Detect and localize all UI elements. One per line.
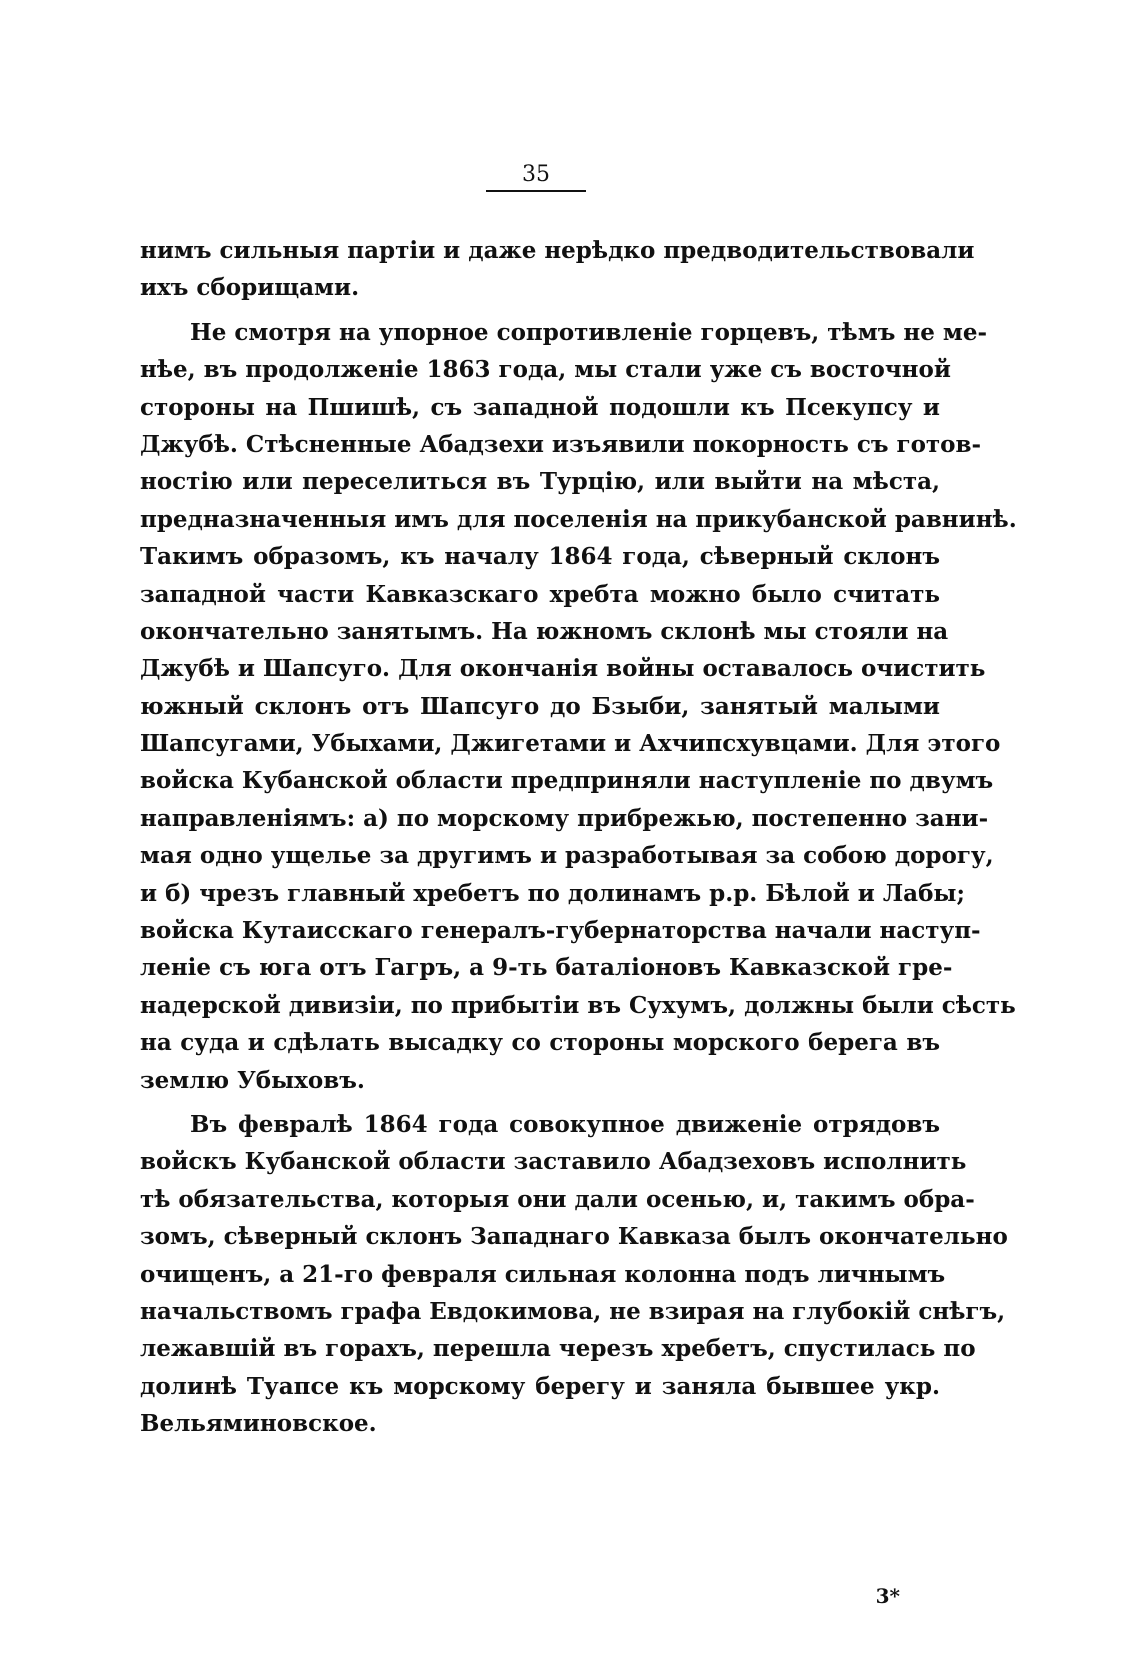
text-line: войскъ Кубанской области заставило Абадзеховъ исполнить [140,1148,967,1176]
text-line: ностію или переселиться въ Турцію, или выйти на мѣста, [140,468,940,496]
text-line: нѣе, въ продолженіе 1863 года, мы стали уже съ восточной [140,356,951,384]
text-line: Въ февралѣ 1864 года совокупное движеніе отрядовъ [190,1110,940,1138]
text-line: мая одно ущелье за другимъ и разработывая за собою дорогу, [140,842,994,870]
text-line: тѣ обязательства, которыя они дали осенью, и, такимъ обра- [140,1185,975,1213]
text-line: лежавшій въ горахъ, перешла черезъ хребетъ, спустилась по [140,1335,976,1363]
text-line: войска Кутаисскаго генералъ-губернаторства начали наступ- [140,917,981,945]
text-line: Джубѣ и Шапсуго. Для окончанія войны оставалось очистить [140,655,986,683]
text-line: окончательно занятымъ. На южномъ склонѣ мы стояли на [140,617,949,645]
body-text [140,232,1017,1443]
page-number: 35 [522,162,550,187]
text-line: надерской дивизіи, по прибытіи въ Сухумъ, должны были сѣсть [140,991,1016,1019]
text-line: западной части Кавказскаго хребта можно было считать [140,580,940,608]
text-line: войска Кубанской области предприняли наступленіе по двумъ [140,767,994,795]
text-line: Джубѣ. Стѣсненные Абадзехи изъявили покорность съ готов- [140,430,982,458]
text-line: предназначенныя имъ для поселенія на прикубанской равнинѣ. [140,505,1017,533]
text-line: и б) чрезъ главный хребетъ по долинамъ р.р. Бѣлой и Лабы; [140,879,965,907]
text-line: леніе съ юга отъ Гагръ, а 9-ть баталіоновъ Кавказской гре- [140,954,953,982]
signature-mark: 3* [875,1584,900,1608]
text-line: направленіямъ: а) по морскому прибрежью, постепенно зани- [140,804,989,832]
text-line: нимъ сильныя партіи и даже нерѣдко предводительствовали [140,237,975,264]
header-rule [486,190,586,192]
text-line: Такимъ образомъ, къ началу 1864 года, сѣверный склонъ [140,543,940,571]
text-line: Не смотря на упорное сопротивленіе горцевъ, тѣмъ не ме- [190,318,987,346]
text-line: стороны на Пшишѣ, съ западной подошли къ Псекупсу и [140,393,940,421]
text-line: долинѣ Туапсе къ морскому берегу и заняла бывшее укр. [140,1372,940,1400]
text-line: землю Убыховъ. [140,1066,365,1094]
text-line: зомъ, сѣверный склонъ Западнаго Кавказа былъ окончательно [140,1223,1008,1251]
text-line: южный склонъ отъ Шапсуго до Бзыби, занятый малыми [140,692,940,720]
text-line: ихъ сборищами. [140,274,360,302]
text-line: очищенъ, а 21-го февраля сильная колонна подъ личнымъ [140,1260,946,1288]
text-line: начальствомъ графа Евдокимова, не взирая на глубокій снѣгъ, [140,1297,1006,1325]
text-line: на суда и сдѣлать высадку со стороны морского берега въ [140,1029,940,1057]
text-line: Шапсугами, Убыхами, Джигетами и Ахчипсхувцами. Для этого [140,730,1001,758]
text-line: Вельяминовское. [140,1410,377,1438]
